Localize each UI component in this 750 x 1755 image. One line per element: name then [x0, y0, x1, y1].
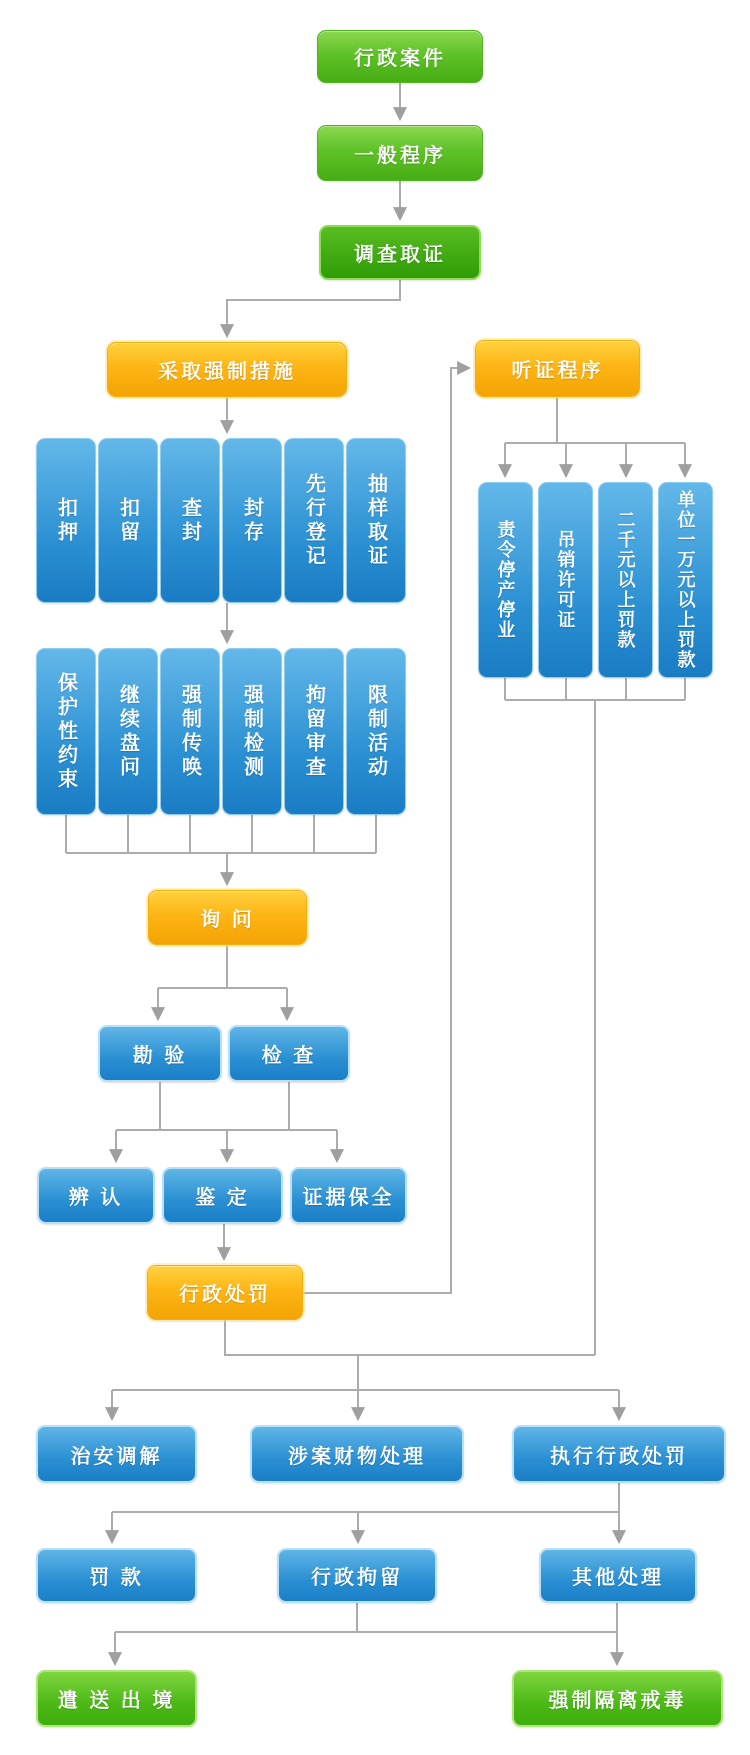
node-coercive-measures: 采取强制措施 — [107, 342, 347, 397]
node-unit-fine-over-10000: 单位一万元以上罚款 — [658, 482, 713, 678]
node-detainment: 扣留 — [98, 438, 158, 603]
node-penalty-execution: 执行行政处罚 — [512, 1425, 726, 1483]
node-administrative-case: 行政案件 — [317, 30, 483, 83]
node-survey: 勘 验 — [98, 1025, 222, 1082]
node-detention-review: 拘留审查 — [284, 648, 344, 815]
node-property-handling: 涉案财物处理 — [250, 1425, 464, 1483]
node-advance-registration: 先行登记 — [284, 438, 344, 603]
connector — [227, 280, 400, 336]
node-evidence-preservation: 证据保全 — [290, 1167, 407, 1224]
node-deportation: 遣 送 出 境 — [36, 1670, 197, 1727]
node-other-handling: 其他处理 — [539, 1548, 697, 1603]
node-continued-interrogation: 继续盘问 — [98, 648, 158, 815]
node-sampling-evidence: 抽样取证 — [346, 438, 406, 603]
node-fine-over-2000: 二千元以上罚款 — [598, 482, 653, 678]
node-sealing: 查封 — [160, 438, 220, 603]
node-sealed-storage: 封存 — [222, 438, 282, 603]
node-inquiry: 询 问 — [148, 890, 307, 945]
node-examination: 检 查 — [228, 1025, 350, 1082]
node-compulsory-summons: 强制传唤 — [160, 648, 220, 815]
node-hearing-procedure: 听证程序 — [475, 340, 640, 397]
node-revoke-license: 吊销许可证 — [538, 482, 593, 678]
connector — [225, 1320, 595, 1355]
node-administrative-penalty: 行政处罚 — [147, 1265, 303, 1320]
node-appraisal: 鉴 定 — [162, 1167, 283, 1224]
node-protective-restraint: 保护性约束 — [36, 648, 96, 815]
node-administrative-detention: 行政拘留 — [277, 1548, 437, 1603]
node-security-mediation: 治安调解 — [36, 1425, 197, 1483]
node-activity-restriction: 限制活动 — [346, 648, 406, 815]
node-general-procedure: 一般程序 — [317, 125, 483, 181]
node-seizure: 扣押 — [36, 438, 96, 603]
node-order-business-suspension: 责令停产停业 — [478, 482, 533, 678]
node-investigation: 调查取证 — [319, 225, 481, 280]
node-identification: 辨 认 — [37, 1167, 155, 1224]
node-compulsory-drug-rehab: 强制隔离戒毒 — [512, 1670, 723, 1727]
node-compulsory-testing: 强制检测 — [222, 648, 282, 815]
node-fine: 罚 款 — [36, 1548, 197, 1603]
